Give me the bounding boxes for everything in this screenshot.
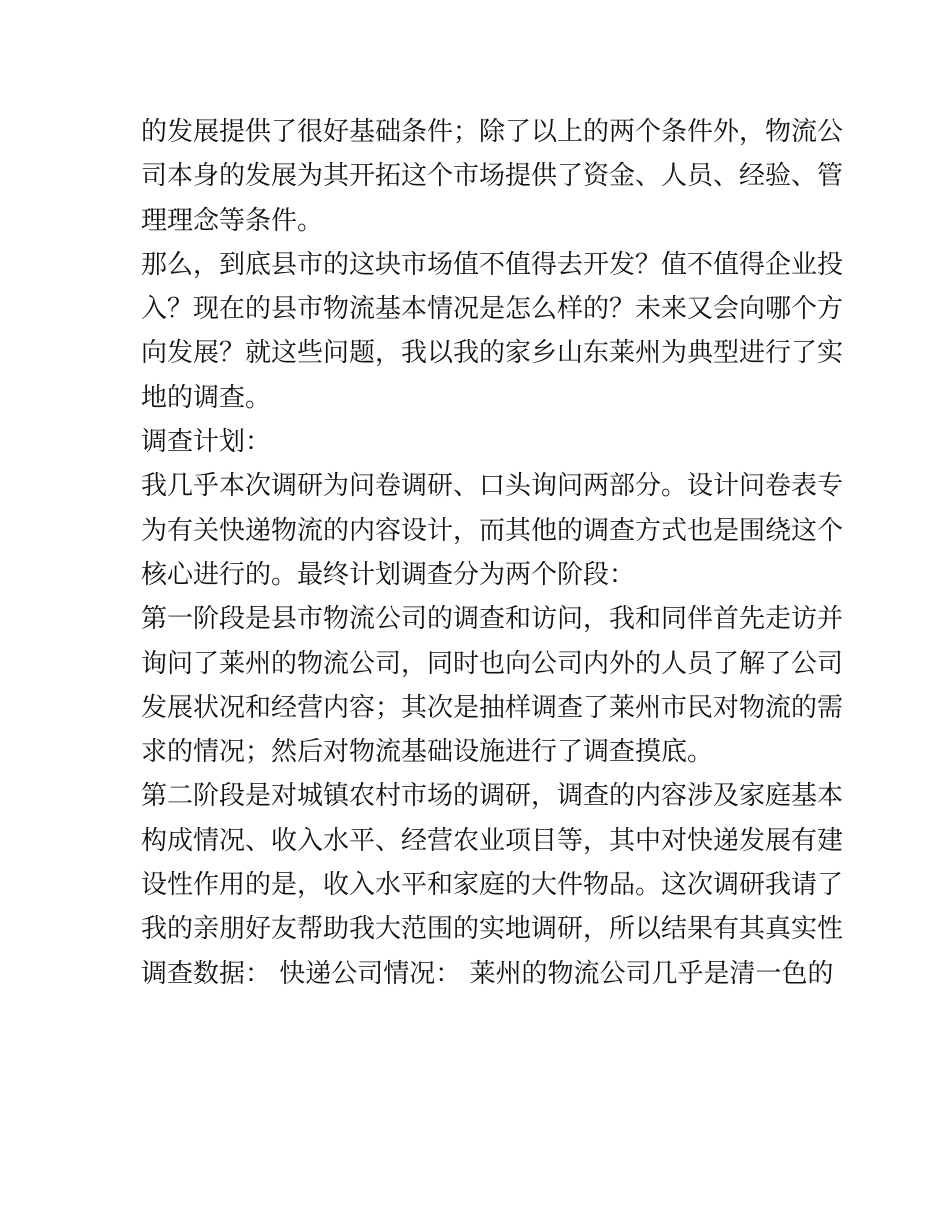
paragraph-phase-one <box>141 597 844 774</box>
text-line: 发展状况和经营内容；其次是抽样调查了莱州市民对物流的需 <box>141 692 844 723</box>
text-line: 设性作用的是，收入水平和家庭的大件物品。这次调研我请了 <box>141 870 844 901</box>
section-heading-survey-plan <box>141 420 821 464</box>
paragraph-phase-two <box>141 774 844 995</box>
text-line: 的发展提供了很好基础条件；除了以上的两个条件外，物流公 <box>141 117 844 147</box>
text-line: 核心进行的。最终计划调查分为两个阶段： <box>141 559 636 590</box>
paragraph-1 <box>141 110 844 243</box>
text-line: 入？现在的县市物流基本情况是怎么样的？未来又会向哪个方 <box>141 294 844 325</box>
text-line: 那么，到底县市的这块市场值不值得去开发？值不值得企业投 <box>141 249 844 280</box>
text-line: 第二阶段是对城镇农村市场的调研，调查的内容涉及家庭基本 <box>141 781 844 812</box>
text-line: 司本身的发展为其开拓这个市场提供了资金、人员、经验、管 <box>141 161 844 192</box>
text-line: 询问了莱州的物流公司，同时也向公司内外的人员了解了公司 <box>141 648 844 679</box>
text-line: 构成情况、收入水平、经营农业项目等，其中对快递发展有建 <box>141 825 844 856</box>
text-line: 向发展？就这些问题，我以我的家乡山东莱州为典型进行了实 <box>141 338 844 369</box>
paragraph-3 <box>141 464 844 597</box>
paragraph-2 <box>141 243 844 420</box>
text-line: 为有关快递物流的内容设计，而其他的调查方式也是围绕这个 <box>141 515 844 546</box>
text-line: 我几乎本次调研为问卷调研、口头询问两部分。设计问卷表专 <box>141 471 844 502</box>
text-line: 调查计划： <box>141 427 272 458</box>
text-line: 求的情况；然后对物流基础设施进行了调查摸底。 <box>141 737 714 768</box>
document-body <box>141 110 844 996</box>
text-line: 理理念等条件。 <box>141 205 324 236</box>
text-line: 我的亲朋好友帮助我大范围的实地调研，所以结果有其真实性 <box>141 914 844 945</box>
text-line: 第一阶段是县市物流公司的调查和访问，我和同伴首先走访并 <box>141 604 844 635</box>
text-line: 调查数据： 快递公司情况： 莱州的物流公司几乎是清一色的 <box>141 958 834 989</box>
text-line: 地的调查。 <box>141 382 272 413</box>
